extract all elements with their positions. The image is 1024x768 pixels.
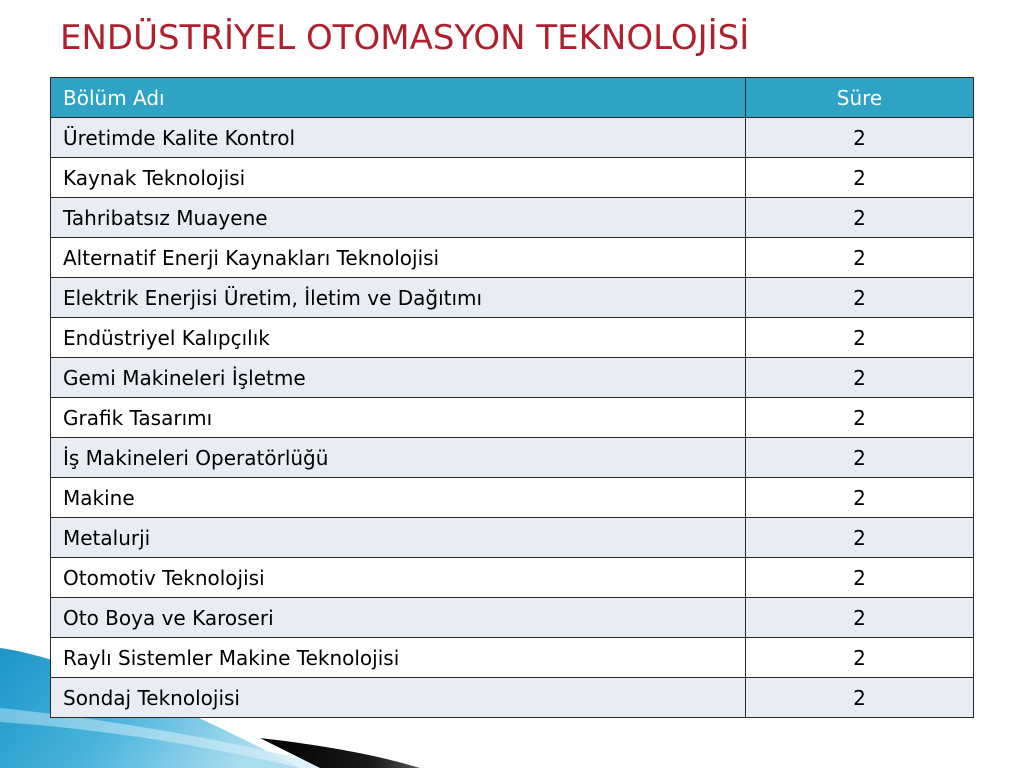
course-name-cell: İş Makineleri Operatörlüğü <box>51 438 746 478</box>
course-duration-cell: 2 <box>746 158 974 198</box>
course-name-cell: Kaynak Teknolojisi <box>51 158 746 198</box>
table-row <box>51 478 974 518</box>
table-row <box>51 158 974 198</box>
table-row <box>51 678 974 718</box>
course-duration-cell: 2 <box>746 478 974 518</box>
course-name-cell: Alternatif Enerji Kaynakları Teknolojisi <box>51 238 746 278</box>
table-row <box>51 638 974 678</box>
table-row <box>51 238 974 278</box>
table-row <box>51 318 974 358</box>
course-name-cell: Otomotiv Teknolojisi <box>51 558 746 598</box>
column-header-duration: Süre <box>746 78 974 118</box>
course-duration-cell: 2 <box>746 278 974 318</box>
course-name-cell: Oto Boya ve Karoseri <box>51 598 746 638</box>
table-row <box>51 278 974 318</box>
course-name-cell: Raylı Sistemler Makine Teknolojisi <box>51 638 746 678</box>
course-duration-cell: 2 <box>746 438 974 478</box>
course-duration-cell: 2 <box>746 518 974 558</box>
course-name-cell: Elektrik Enerjisi Üretim, İletim ve Dağıtımı <box>51 278 746 318</box>
course-duration-cell: 2 <box>746 358 974 398</box>
table-row <box>51 198 974 238</box>
course-duration-cell: 2 <box>746 318 974 358</box>
course-duration-cell: 2 <box>746 118 974 158</box>
course-name-cell: Endüstriyel Kalıpçılık <box>51 318 746 358</box>
course-name-cell: Sondaj Teknolojisi <box>51 678 746 718</box>
table-row <box>51 558 974 598</box>
course-duration-cell: 2 <box>746 558 974 598</box>
column-header-name: Bölüm Adı <box>51 78 746 118</box>
page-title: ENDÜSTRİYEL OTOMASYON TEKNOLOJİSİ <box>60 18 750 58</box>
course-name-cell: Metalurji <box>51 518 746 558</box>
course-duration-cell: 2 <box>746 638 974 678</box>
table-row <box>51 118 974 158</box>
table-row <box>51 598 974 638</box>
course-name-cell: Üretimde Kalite Kontrol <box>51 118 746 158</box>
table-row <box>51 518 974 558</box>
course-duration-cell: 2 <box>746 678 974 718</box>
course-name-cell: Makine <box>51 478 746 518</box>
course-duration-cell: 2 <box>746 398 974 438</box>
course-duration-cell: 2 <box>746 238 974 278</box>
table-row <box>51 438 974 478</box>
course-name-cell: Grafik Tasarımı <box>51 398 746 438</box>
course-name-cell: Tahribatsız Muayene <box>51 198 746 238</box>
course-duration-cell: 2 <box>746 198 974 238</box>
table-header-row <box>51 78 974 118</box>
table-row <box>51 358 974 398</box>
course-duration-cell: 2 <box>746 598 974 638</box>
course-name-cell: Gemi Makineleri İşletme <box>51 358 746 398</box>
table-row <box>51 398 974 438</box>
course-table <box>50 77 974 718</box>
